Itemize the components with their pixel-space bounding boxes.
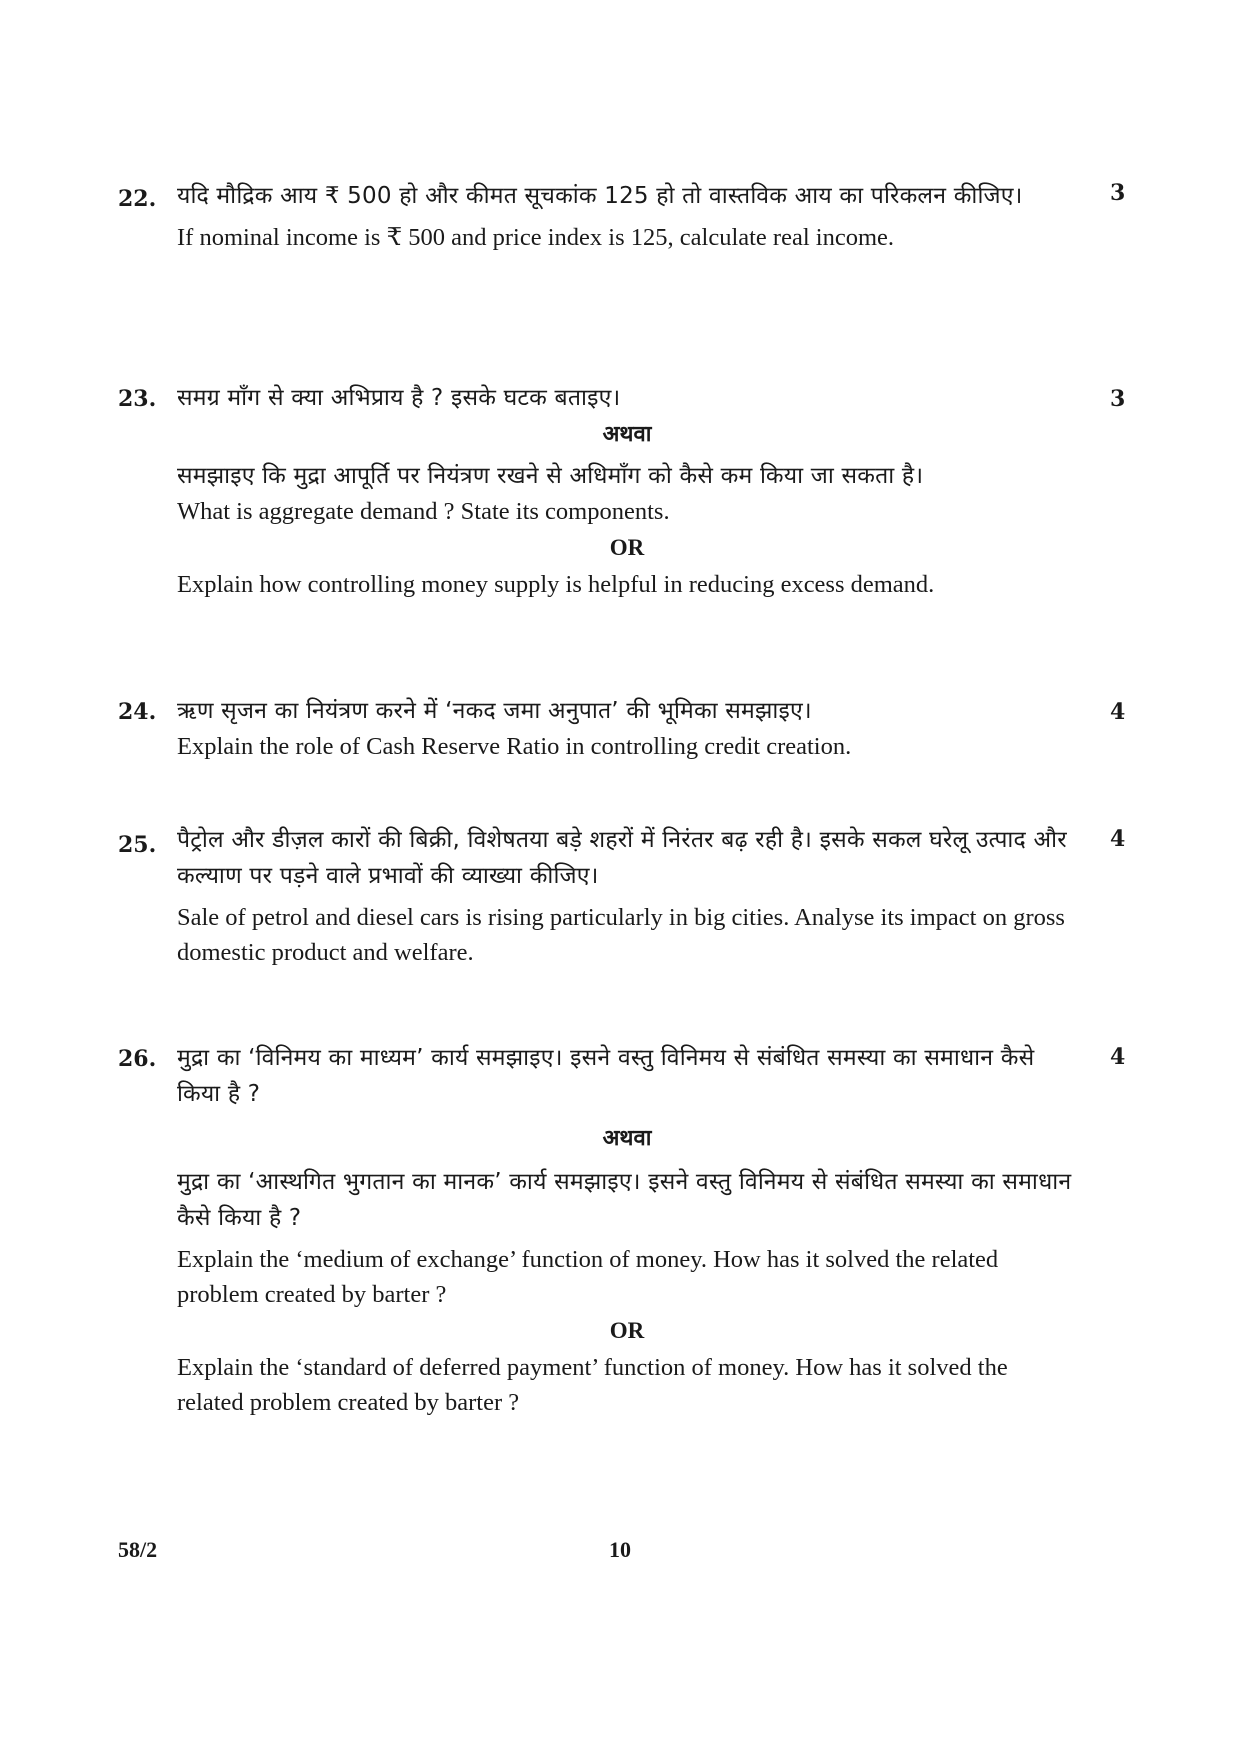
or-label-hindi: अथवा bbox=[602, 1126, 652, 1151]
question-text-english: Explain the ‘medium of exchange’ function of money. How has it solved the related problem created by barter ? bbox=[177, 1246, 999, 1308]
question-text-hindi: पैट्रोल और डीज़ल कारों की बिक्री, विशेषतया बड़े शहरों में निरंतर बढ़ रही है। इसके सकल घरेलू उत्पाद और कल्याण पर पड़ने वाले प्रभावों की व्याख्या कीजिए। bbox=[177, 827, 1067, 889]
alternative-text-hindi: समझाइए कि मुद्रा आपूर्ति पर नियंत्रण रखने से अधिमाँग को कैसे कम किया जा सकता है। bbox=[177, 463, 924, 489]
question-body bbox=[177, 380, 1077, 602]
alternative-text-hindi: मुद्रा का ‘आस्थगित भुगतान का मानक’ कार्य समझाइए। इसने वस्तु विनिमय से संबंधित समस्या का समाधान कैसे किया है ? bbox=[177, 1169, 1072, 1231]
question-body bbox=[177, 1040, 1077, 1420]
question-text-english: If nominal income is ₹ 500 and price index is 125, calculate real income. bbox=[177, 224, 895, 251]
question-number: 23. bbox=[118, 386, 157, 412]
question-body bbox=[177, 693, 1077, 764]
question-text-hindi: मुद्रा का ‘विनिमय का माध्यम’ कार्य समझाइए। इसने वस्तु विनिमय से संबंधित समस्या का समाधान कैसे किया है ? bbox=[177, 1045, 1035, 1107]
question-marks: 3 bbox=[1110, 386, 1126, 412]
question-body bbox=[177, 178, 1077, 255]
question-number: 26. bbox=[118, 1046, 157, 1072]
question-text-english: Sale of petrol and diesel cars is rising particularly in big cities. Analyse its impact on gross domestic product and welfare. bbox=[177, 904, 1065, 966]
alternative-text-english: Explain how controlling money supply is helpful in reducing excess demand. bbox=[177, 571, 935, 598]
paper-code: 58/2 bbox=[118, 1537, 158, 1562]
or-label-english: OR bbox=[609, 1318, 645, 1343]
page-number: 10 bbox=[609, 1537, 631, 1562]
question-text-hindi: समग्र माँग से क्या अभिप्राय है ? इसके घटक बताइए। bbox=[177, 385, 621, 411]
question-marks: 4 bbox=[1110, 826, 1126, 852]
or-label-hindi: अथवा bbox=[602, 422, 652, 447]
question-text-english: Explain the role of Cash Reserve Ratio in controlling credit creation. bbox=[177, 733, 852, 760]
question-text-hindi: यदि मौद्रिक आय ₹ 500 हो और कीमत सूचकांक 125 हो तो वास्तविक आय का परिकलन कीजिए। bbox=[177, 183, 1023, 209]
or-label-english: OR bbox=[609, 535, 645, 560]
question-number: 24. bbox=[118, 699, 157, 725]
question-number: 22. bbox=[118, 186, 157, 212]
question-number: 25. bbox=[118, 832, 157, 858]
question-body bbox=[177, 822, 1077, 970]
question-marks: 4 bbox=[1110, 699, 1126, 725]
question-text-english: What is aggregate demand ? State its components. bbox=[177, 498, 670, 525]
alternative-text-english: Explain the ‘standard of deferred payment’ function of money. How has it solved the related problem created by barter ? bbox=[177, 1354, 1008, 1416]
question-marks: 3 bbox=[1110, 180, 1126, 206]
question-text-hindi: ऋण सृजन का नियंत्रण करने में ‘नकद जमा अनुपात’ की भूमिका समझाइए। bbox=[177, 698, 812, 724]
question-marks: 4 bbox=[1110, 1044, 1126, 1070]
